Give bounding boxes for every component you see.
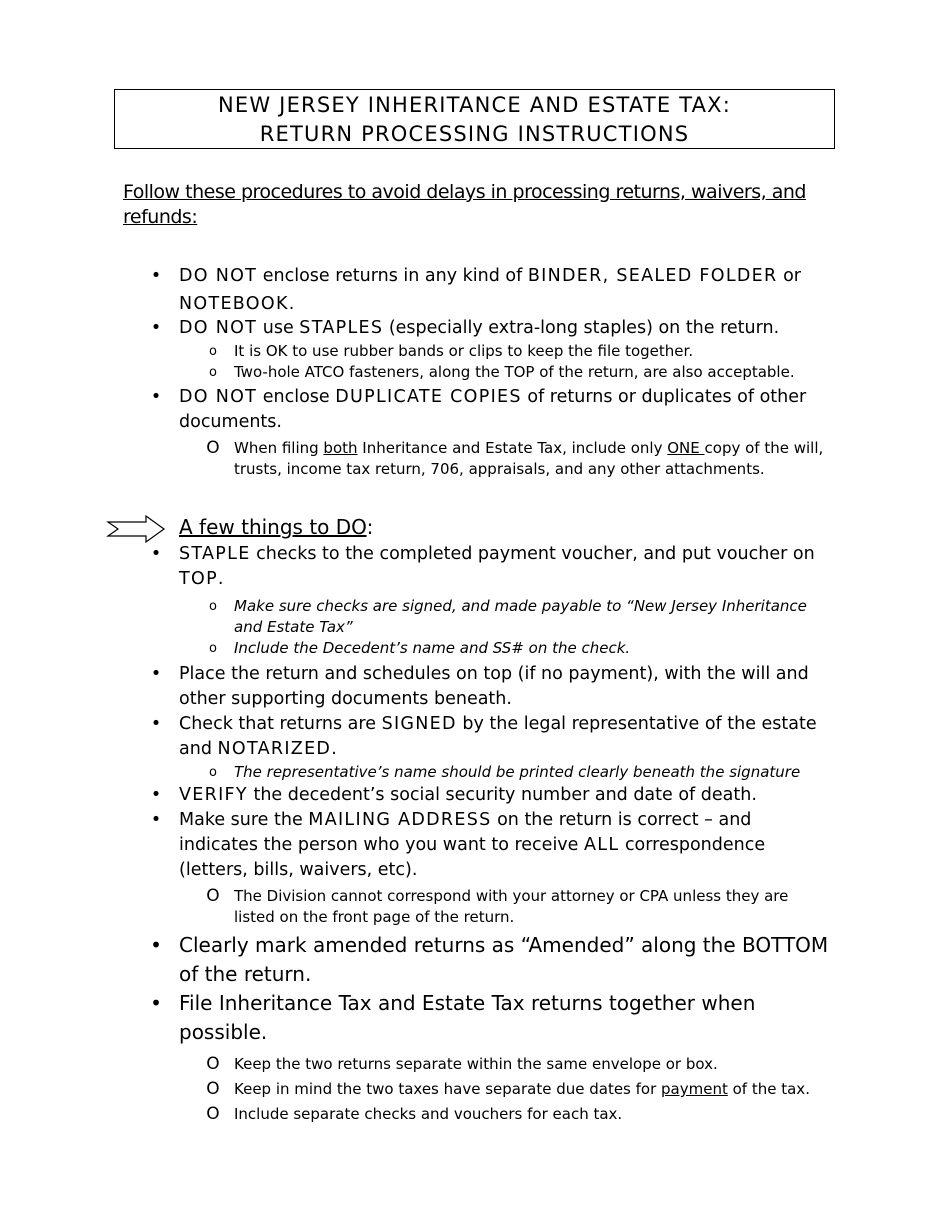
intro-instructions: Follow these procedures to avoid delays in processing returns, waivers, and refunds: bbox=[123, 181, 806, 228]
bullet: • bbox=[150, 318, 162, 338]
sub-item: o The representative’s name should be printed clearly beneath the signature bbox=[209, 763, 801, 781]
list-item: • DO NOT enclose DUPLICATE COPIES of returns or duplicates of other documents. bbox=[150, 387, 807, 432]
list-item: • DO NOT use STAPLES (especially extra-long staples) on the return. bbox=[150, 316, 830, 341]
sub-item: O The Division cannot correspond with your attorney or CPA unless they are listed on the front page of the return. bbox=[206, 886, 789, 926]
sub-item: o It is OK to use rubber bands or clips to keep the file together. bbox=[209, 342, 694, 360]
sub-item: o Include the Decedent’s name and SS# on the check. bbox=[209, 639, 631, 657]
sub-item: o Make sure checks are signed, and made payable to “New Jersey Inheritance and Estate Tax” bbox=[209, 597, 807, 636]
list-item: • DO NOT enclose returns in any kind of BINDER, SEALED FOLDER or NOTEBOOK. bbox=[150, 262, 830, 318]
sub-item: O Keep the two returns separate within the same envelope or box. bbox=[206, 1054, 718, 1074]
bullet: • bbox=[150, 810, 162, 830]
list-item: • STAPLE checks to the completed payment voucher, and put voucher on TOP. bbox=[150, 544, 815, 589]
list-item: • Clearly mark amended returns as “Amended” along the BOTTOM of the return. bbox=[150, 933, 829, 986]
title-line-2: RETURN PROCESSING INSTRUCTIONS bbox=[259, 122, 690, 146]
list-item: • VERIFY the decedent’s social security number and date of death. bbox=[150, 783, 830, 808]
bullet: • bbox=[150, 991, 162, 1015]
bullet: • bbox=[150, 933, 162, 957]
list-item: • Place the return and schedules on top (if no payment), with the will and other supporting documents beneath. bbox=[150, 664, 809, 709]
title-line-1: NEW JERSEY INHERITANCE AND ESTATE TAX: bbox=[217, 93, 732, 117]
title-box bbox=[114, 89, 835, 149]
list-item: • File Inheritance Tax and Estate Tax returns together when possible. bbox=[150, 991, 756, 1044]
list-item: • Check that returns are SIGNED by the legal representative of the estate and NOTARIZED. bbox=[150, 714, 817, 759]
arrow-right-icon bbox=[106, 515, 166, 545]
donts-list bbox=[150, 262, 830, 480]
dos-list bbox=[150, 542, 830, 1127]
sub-item: o Two-hole ATCO fasteners, along the TOP of the return, are also acceptable. bbox=[209, 363, 795, 381]
bullet: • bbox=[150, 266, 162, 286]
sub-item: O When filing both Inheritance and Estate Tax, include only ONE copy of the will, trusts, income tax return, 706, appraisals, and any other attachments. bbox=[206, 438, 824, 478]
bullet: • bbox=[150, 785, 162, 805]
bullet: • bbox=[150, 714, 162, 734]
list-item: • Make sure the MAILING ADDRESS on the return is correct – and indicates the person who you want to receive ALL correspondence (letters, bills, waivers, etc). bbox=[150, 810, 766, 880]
sub-item: O Include separate checks and vouchers for each tax. bbox=[206, 1104, 623, 1124]
bullet: • bbox=[150, 664, 162, 684]
sub-item: O Keep in mind the two taxes have separate due dates for payment of the tax. bbox=[206, 1079, 810, 1099]
dos-heading: A few things to DO: bbox=[179, 515, 374, 539]
bullet: • bbox=[150, 387, 162, 407]
bullet: • bbox=[150, 544, 162, 564]
